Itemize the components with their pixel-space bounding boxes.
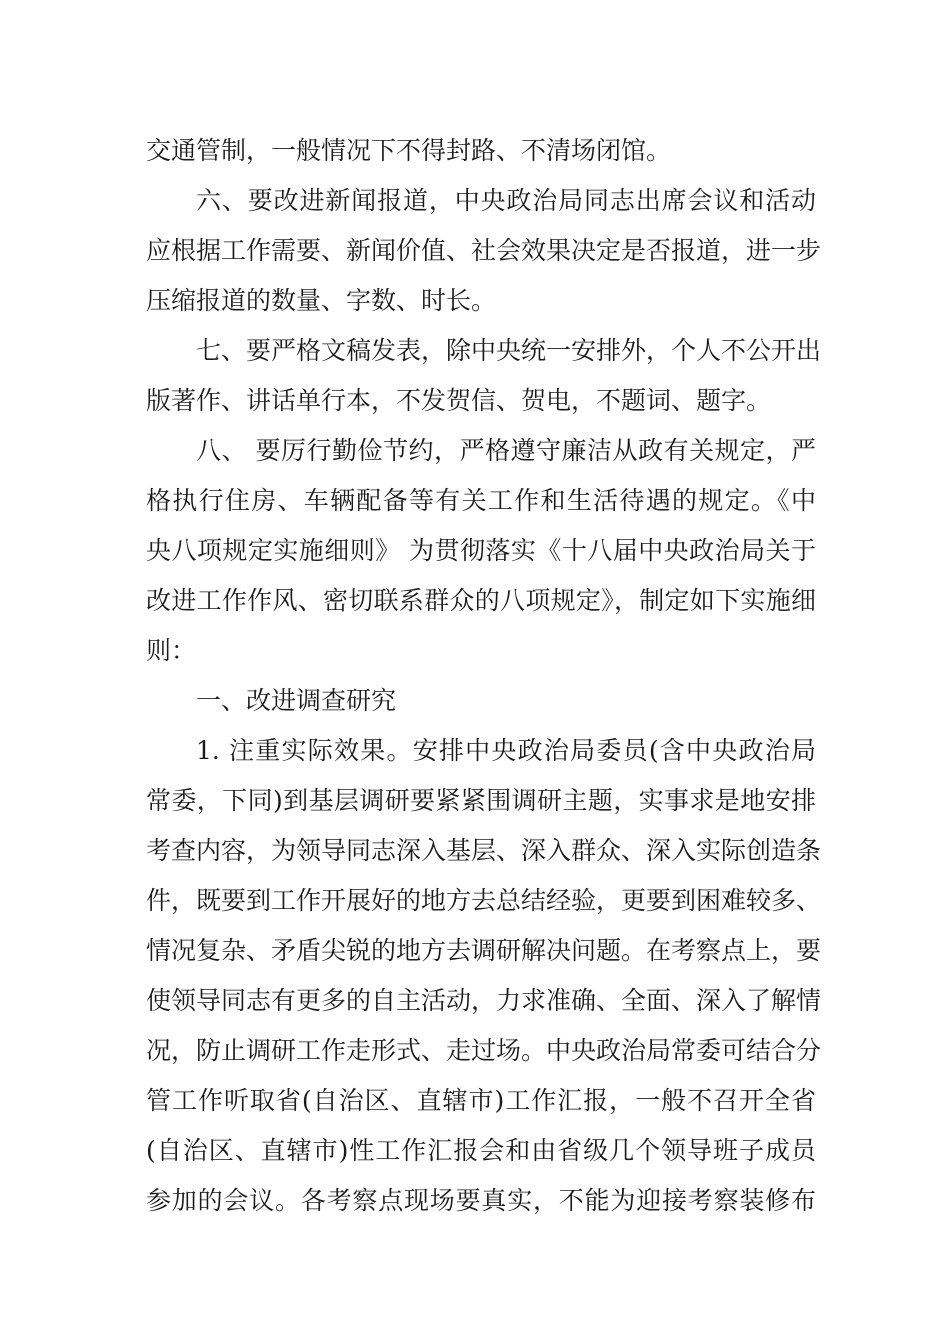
text-line: 考查内容，为领导同志深入基层、深入群众、深入实际创造条: [146, 836, 822, 865]
text-line: 应根据工作需要、新闻价值、社会效果决定是否报道，进一步: [146, 236, 822, 265]
section-heading: 一、改进调查研究: [196, 686, 397, 715]
text-line: 管工作听取省(自治区、直辖市)工作汇报，一般不召开全省: [146, 1086, 816, 1115]
text-line: (自治区、直辖市)性工作汇报会和由省级几个领导班子成员: [146, 1136, 816, 1165]
text-line: 央八项规定实施细则》 为贯彻落实《十八届中央政治局关于: [146, 536, 816, 565]
paragraph-8-start: 八、 要厉行勤俭节约，严格遵守廉洁从政有关规定，严: [196, 436, 816, 465]
text-line: 件，既要到工作开展好的地方去总结经验，更要到困难较多、: [146, 886, 822, 915]
text-line: 压缩报道的数量、字数、时长。: [146, 286, 497, 315]
text-line: 常委，下同)到基层调研要紧紧围调研主题，实事求是地安排: [146, 786, 816, 815]
text-line: 则：: [146, 636, 197, 665]
text-line: 版著作、讲话单行本，不发贺信、贺电，不题词、题字。: [146, 386, 772, 415]
paragraph-6-start: 六、要改进新闻报道，中央政治局同志出席会议和活动: [196, 186, 816, 215]
text-line: 改进工作作风、密切联系群众的八项规定》，制定如下实施细: [146, 586, 816, 615]
text-line: 交通管制，一般情况下不得封路、不清场闭馆。: [146, 136, 672, 165]
text-line: 况，防止调研工作走形式、走过场。中央政治局常委可结合分: [146, 1036, 822, 1065]
text-line: 参加的会议。各考察点现场要真实，不能为迎接考察装修布: [146, 1186, 816, 1215]
text-line: 格执行住房、车辆配备等有关工作和生活待遇的规定。《中: [146, 486, 816, 515]
text-line: 使领导同志有更多的自主活动，力求准确、全面、深入了解情: [146, 986, 822, 1015]
item-1-start: 1. 注重实际效果。安排中央政治局委员(含中央政治局: [196, 736, 816, 765]
paragraph-7-start: 七、要严格文稿发表，除中央统一安排外，个人不公开出: [196, 336, 822, 365]
text-line: 情况复杂、矛盾尖锐的地方去调研解决问题。在考察点上，要: [146, 936, 822, 965]
